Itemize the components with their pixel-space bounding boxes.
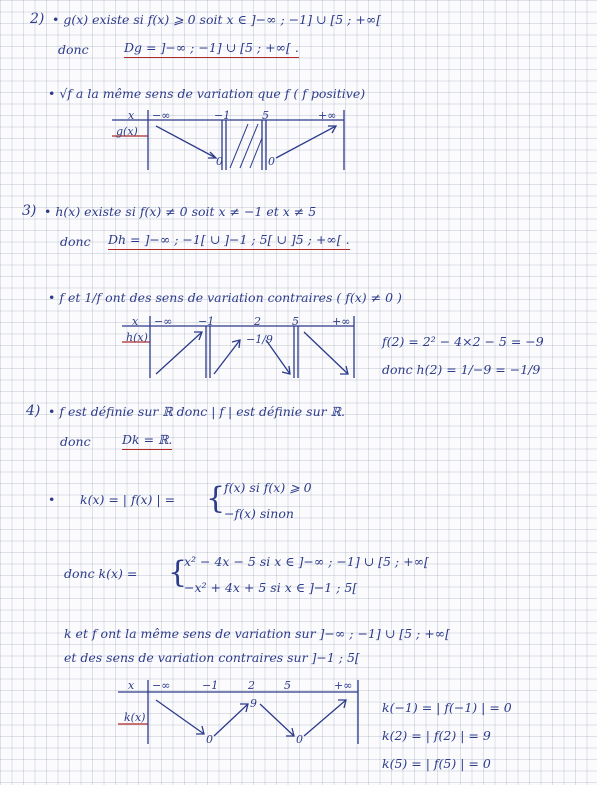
part4-bullet: •: [48, 492, 56, 507]
part4-x-value: 5: [284, 679, 291, 692]
part3-value-at-2: −1/9: [246, 333, 273, 346]
part3-number: 3): [22, 203, 37, 219]
part4-k-def-brace: {: [206, 481, 226, 516]
part3-x-value: 2: [254, 315, 261, 328]
part4-x-value: +∞: [334, 679, 353, 692]
part4-x-value: 2: [248, 679, 255, 692]
part3-side-calc-1: f(2) = 2² − 4×2 − 5 = −9: [382, 334, 544, 349]
part4-side-calc-1: k(−1) = | f(−1) | = 0: [382, 700, 512, 715]
part4-x-value: −1: [202, 679, 219, 692]
part3-table-x-label: x: [132, 315, 139, 328]
part4-table-x-label: x: [128, 679, 135, 692]
part2-x-value: 5: [262, 109, 269, 122]
part2-x-value: +∞: [318, 109, 337, 122]
part4-donc: donc: [60, 434, 91, 449]
part2-number: 2): [30, 11, 45, 27]
part2-line1: • g(x) existe si f(x) ⩾ 0 soit x ∈ ]−∞ ; −1] ∪ [5 ; +∞[: [52, 12, 382, 27]
part2-zero: 0: [216, 155, 223, 168]
part4-variation-text-1: k et f ont la même sens de variation sur ]−∞ ; −1] ∪ [5 ; +∞[: [64, 626, 450, 641]
part3-table-row-label: h(x): [126, 331, 148, 344]
part4-side-calc-3: k(5) = | f(5) | = 0: [382, 756, 491, 771]
part2-x-value: −1: [214, 109, 231, 122]
part4-table-value: 0: [296, 733, 303, 746]
part4-k-def-case1: f(x) si f(x) ⩾ 0: [224, 480, 312, 495]
part2-donc: donc: [58, 42, 89, 57]
part3-donc: donc: [60, 234, 91, 249]
part2-x-value: −∞: [152, 109, 171, 122]
part4-k-expr-lhs: donc k(x) =: [64, 566, 138, 581]
part4-k-expr-brace: {: [168, 555, 188, 590]
part2-table-row-label: g(x): [116, 125, 138, 138]
part4-k-def-lhs: k(x) = | f(x) | =: [80, 492, 176, 507]
part4-table-value: 0: [206, 733, 213, 746]
part4-k-def-case2: −f(x) sinon: [224, 506, 294, 521]
part4-k-expr-case2: −x² + 4x + 5 si x ∈ ]−1 ; 5[: [184, 580, 358, 595]
part3-side-calc-2: donc h(2) = 1/−9 = −1/9: [382, 362, 541, 377]
part3-x-value: 5: [292, 315, 299, 328]
part4-number: 4): [26, 403, 41, 419]
part2-sqrt-statement: • √f a la même sens de variation que f ( f positive): [48, 86, 366, 101]
part4-x-value: −∞: [152, 679, 171, 692]
part4-side-calc-2: k(2) = | f(2) | = 9: [382, 728, 491, 743]
part3-domain: Dh = ]−∞ ; −1[ ∪ ]−1 ; 5[ ∪ ]5 ; +∞[ .: [108, 234, 350, 250]
part4-table-row-label: k(x): [124, 711, 146, 724]
part3-x-value: +∞: [332, 315, 351, 328]
part2-domain: Dg = ]−∞ ; −1] ∪ [5 ; +∞[ .: [124, 42, 299, 58]
part2-zero: 0: [268, 155, 275, 168]
part3-x-value: −∞: [154, 315, 173, 328]
part4-k-expr-case1: x² − 4x − 5 si x ∈ ]−∞ ; −1] ∪ [5 ; +∞[: [184, 554, 429, 569]
part4-variation-text-2: et des sens de variation contraires sur ]−1 ; 5[: [64, 650, 360, 665]
part4-domain: Dk = ℝ.: [122, 434, 172, 450]
part2-table-x-label: x: [128, 109, 135, 122]
part3-contraires-statement: • f et 1/f ont des sens de variation contraires ( f(x) ≠ 0 ): [48, 290, 402, 305]
part4-table-value: 9: [250, 697, 257, 710]
part3-x-value: −1: [198, 315, 215, 328]
part4-line1: • f est définie sur ℝ donc | f | est définie sur ℝ.: [48, 404, 345, 419]
part3-line1: • h(x) existe si f(x) ≠ 0 soit x ≠ −1 et x ≠ 5: [44, 204, 317, 219]
